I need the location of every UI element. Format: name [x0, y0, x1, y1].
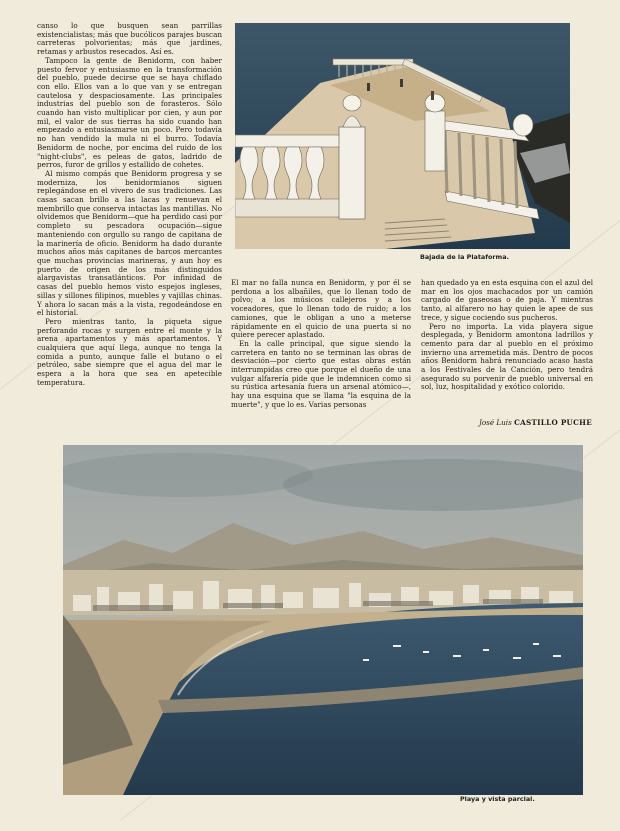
- photo-playa: [63, 445, 583, 795]
- paragraph: En la calle principal, que sigue siendo la carretera en tanto no se terminan las obras de desviación—por cierto que estas obras están interrumpidas creo que porque el dueño de una vulgar alfarería pide que le indemnicen como si su rústica artesanía fuera un arsenal atómico—, hay una esquina que se llama "la esquina de la muerte", y que lo es. Varias personas: [231, 338, 411, 409]
- author-byline: [440, 418, 592, 427]
- author-surname: CASTILLO PUCHE: [514, 418, 592, 427]
- paragraph: Pero no importa. La vida playera sigue desplegada, y Benidorm amontona ladrillos y cemento para dar al pueblo en el próximo invierno una arremetida más. Dentro de pocos años Benidorm habrá renunciado acaso hasta a los Festivales de la Canción, pero tendrá asegurado su porvenir de pueblo universal en sol, luz, hospitalidad y exótico colorido.: [421, 321, 593, 392]
- photo-plataforma: [235, 23, 570, 249]
- paragraph: han quedado ya en esta esquina con el azul del mar en los ojos machacados por un camión cargado de gaseosas o de paja. Y mientras tanto, al alfarero no hay quien le apee de sus trece, y sigue cociendo sus pucheros.: [421, 279, 593, 322]
- article-column-left: [37, 22, 222, 429]
- paragraph: El mar no falla nunca en Benidorm, y por él se perdona a los albañiles, que lo llenan todo de polvo; a los músicos callejeros y a los voceadores, que lo llenan todo de ruido; a los camiones, que le obligan a uno a meterse rápidamente en el quicio de una puerta si no quiere perecer aplastado.: [231, 279, 411, 340]
- article-column-middle: [231, 279, 411, 429]
- paragraph: Al mismo compás que Benidorm progresa y se moderniza, los benidormianos siguen replegándose en el vivero de sus tradiciones. Las casas sacan brillo a las lacas y renuevan el membrillo que conserva intactas las mantillas. No olvidemos que Benidorm—que ha perdido casi por completo su pescadora ocupación—sigue manteniendo con orgullo su rango de capitana de la marinería de oficio. Benidorm ha dado durante muchos años más capitanes de barcos mercantes que muchas provincias marineras, y aun hoy es puerto de origen de los más distinguidos alargavistas transatlánticos. Por infinidad de casas del pueblo hemos visto espejos ingleses, sillas y sillones filipinos, muebles y vajillas chinas. Y ahora lo sacan más a la vista, regodeándose en el historial.: [37, 168, 222, 318]
- photo-caption-bottom: Playa y vista parcial.: [460, 795, 535, 803]
- paragraph: canso lo que busquen sean parrillas existencialistas; más que bucólicos parajes buscan carreteras polvorientas; más que jardines, retamas y arbustos resecados. Así es.: [37, 22, 222, 57]
- paragraph: Tampoco la gente de Benidorm, con haber puesto fervor y entusiasmo en la transformación del pueblo, puede decirse que se haya chiflado con ello. Ellos van a lo que van y se entregan cautelosa y despaciosamente. Las principales industrias del pueblo son de forasteros. Sólo cuando han visto multiplicar por cien, y aun por mil, el valor de sus tierras ha sido cuando han empezado a entusiasmarse un poco. Pero todavía no han vendido la mula ni el burro. Todavía Benidorm de noche, por encima del ruido de los "night-clubs", es peleas de gatos, ladrido de perros, furor de grillos y estallido de cohetes.: [37, 55, 222, 170]
- paragraph: Pero mientras tanto, la piqueta sigue perforando rocas y surgen entre el monte y la arena apartamentos y más apartamentos. Y cualquiera que aquí llega, aunque no tenga la comida a punto, aunque falle el butano o el petróleo, sabe siempre que el agua del mar le espera a la hora que sea en apetecible temperatura.: [37, 316, 222, 387]
- photo-caption-top: Bajada de la Plataforma.: [420, 253, 509, 261]
- article-column-right: [421, 279, 593, 409]
- author-first-name: José Luis: [478, 418, 512, 427]
